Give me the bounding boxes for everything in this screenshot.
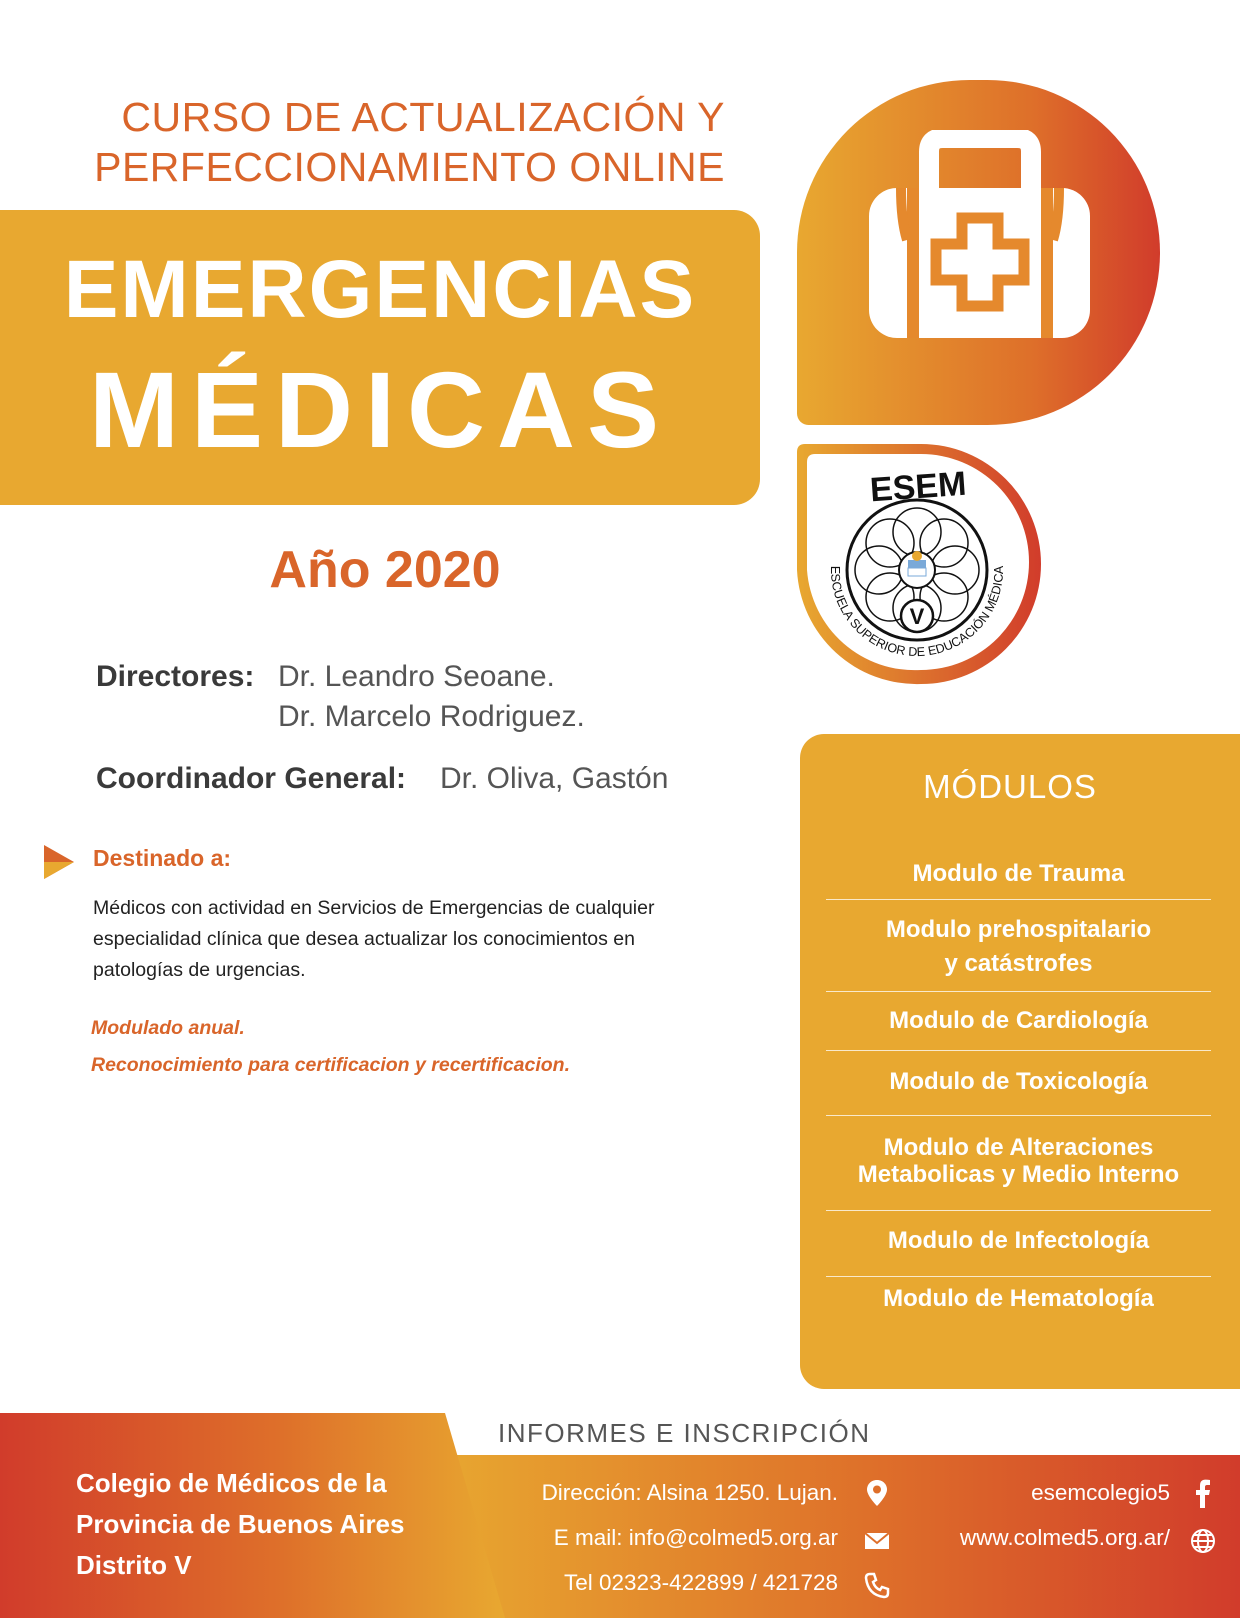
note-recognition: Reconocimiento para certificacion y recertificacion. — [91, 1054, 570, 1076]
subtitle-line-2: PERFECCIONAMIENTO ONLINE — [94, 144, 725, 190]
globe-icon — [1188, 1526, 1218, 1556]
module-trauma: Modulo de Trauma — [912, 860, 1125, 887]
org-line-1: Colegio de Médicos de la — [76, 1468, 387, 1498]
course-year: Año 2020 — [269, 541, 501, 599]
module-divider — [826, 1115, 1211, 1116]
subtitle-line-1: CURSO DE ACTUALIZACIÓN Y — [121, 94, 725, 140]
medical-kit-badge — [797, 80, 1160, 425]
phone-icon — [862, 1570, 892, 1600]
contact-address: Dirección: Alsina 1250. Lujan. — [541, 1480, 838, 1505]
informes-heading: INFORMES E INSCRIPCIÓN — [498, 1418, 871, 1448]
medical-kit-icon — [867, 130, 1092, 355]
play-arrow-icon — [44, 845, 76, 879]
facebook-icon[interactable] — [1188, 1478, 1218, 1508]
audience-line-2: especialidad clínica que desea actualizar los conocimientos en — [93, 928, 635, 950]
module-divider — [826, 899, 1211, 900]
contact-phone[interactable]: Tel 02323-422899 / 421728 — [564, 1570, 838, 1595]
module-hematology: Modulo de Hematología — [883, 1285, 1154, 1312]
module-divider — [826, 1210, 1211, 1211]
director-2: Dr. Marcelo Rodriguez. — [278, 700, 585, 733]
contact-email[interactable]: E mail: info@colmed5.org.ar — [553, 1525, 838, 1550]
esem-acronym: ESEM — [868, 464, 968, 510]
audience-description — [93, 893, 753, 986]
module-divider — [826, 1276, 1211, 1277]
audience-heading: Destinado a: — [93, 845, 232, 871]
esem-ring-text: ESCUELA SUPERIOR DE EDUCACIÓN MÉDICA — [827, 565, 1007, 660]
module-divider — [826, 991, 1211, 992]
module-metabolic-2: Metabolicas y Medio Interno — [857, 1161, 1180, 1188]
note-modulated: Modulado anual. — [91, 1017, 245, 1039]
title-line-2: MÉDICAS — [88, 349, 672, 470]
esem-district: V — [909, 604, 925, 629]
directors-label: Directores: — [96, 660, 255, 693]
director-1: Dr. Leandro Seoane. — [278, 660, 555, 693]
audience-line-3: patologías de urgencias. — [93, 959, 306, 981]
modules-heading: MÓDULOS — [923, 768, 1097, 805]
module-infectology: Modulo de Infectología — [887, 1227, 1150, 1254]
coordinator-label: Coordinador General: — [96, 762, 407, 795]
audience-line-1: Médicos con actividad en Servicios de Emergencias de cualquier — [93, 897, 655, 919]
esem-logo — [791, 442, 1043, 694]
coordinator-name: Dr. Oliva, Gastón — [440, 762, 669, 795]
module-metabolic: Modulo de Alteraciones — [883, 1134, 1154, 1161]
title-line-1: EMERGENCIAS — [63, 244, 697, 335]
course-subtitle — [60, 92, 725, 192]
module-prehospital: Modulo prehospitalario — [885, 916, 1152, 943]
module-prehospital-2: y catástrofes — [944, 950, 1093, 977]
module-divider — [826, 1050, 1211, 1051]
org-line-3: Distrito V — [76, 1550, 192, 1580]
contact-website[interactable]: www.colmed5.org.ar/ — [959, 1525, 1170, 1550]
org-line-2: Provincia de Buenos Aires — [76, 1509, 405, 1539]
module-toxicology: Modulo de Toxicología — [889, 1068, 1148, 1095]
location-pin-icon — [862, 1478, 892, 1508]
contact-facebook[interactable]: esemcolegio5 — [1031, 1480, 1170, 1505]
module-cardiology: Modulo de Cardiología — [889, 1007, 1148, 1034]
